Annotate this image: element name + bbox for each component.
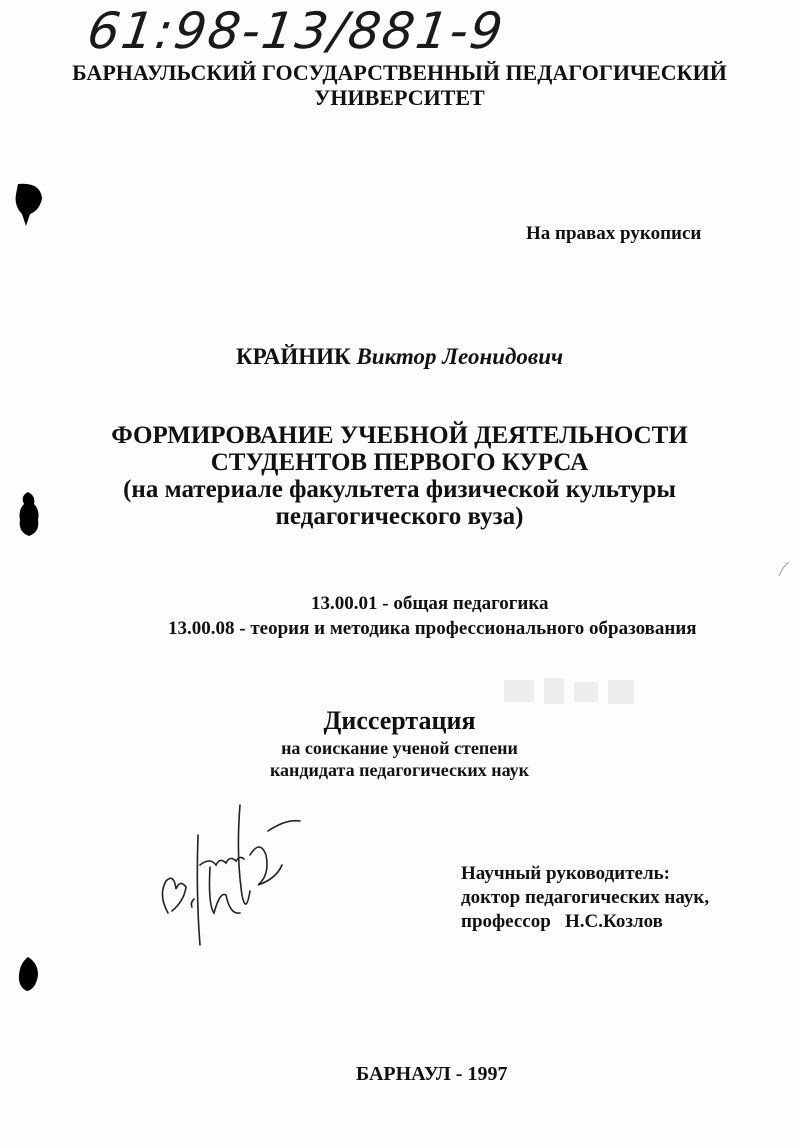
document-type: Диссертация — [323, 706, 476, 735]
degree-line-2: кандидата педагогических наук — [269, 760, 530, 780]
author-signature — [150, 795, 310, 955]
university-header — [0, 60, 799, 110]
degree-line-1: на соискание ученой степени — [281, 738, 518, 758]
advisor-name: профессор Н.С.Козлов — [461, 911, 663, 932]
author — [0, 344, 799, 370]
handwritten-archive-number: 61:98-13/881-9 — [83, 2, 508, 60]
specialty-1: 13.00.01 - общая педагогика — [311, 593, 549, 614]
specialty-2: 13.00.08 - теория и методика профессионального образования — [168, 618, 697, 639]
degree-statement — [0, 737, 799, 781]
advisor-label: Научный руководитель: — [461, 863, 670, 884]
dissertation-title — [0, 422, 799, 530]
margin-mark — [775, 560, 793, 580]
title-line-4: педагогического вуза) — [275, 503, 524, 530]
author-given-names: Виктор Леонидович — [356, 344, 564, 369]
title-line-3: (на материале факультета физической культуры — [123, 476, 676, 503]
punch-hole-mark-top — [10, 180, 50, 230]
title-line-2: СТУДЕНТОВ ПЕРВОГО КУРСА — [210, 449, 589, 476]
city-year: БАРНАУЛ - 1997 — [356, 1063, 508, 1085]
university-line-1: БАРНАУЛЬСКИЙ ГОСУДАРСТВЕННЫЙ ПЕДАГОГИЧЕСКИЙ — [72, 60, 727, 85]
title-line-1: ФОРМИРОВАНИЕ УЧЕБНОЙ ДЕЯТЕЛЬНОСТИ — [111, 422, 688, 449]
manuscript-rights-note: На правах рукописи — [526, 223, 702, 244]
university-line-2: УНИВЕРСИТЕТ — [314, 85, 485, 110]
punch-hole-mark-bottom — [14, 955, 44, 995]
author-surname: КРАЙНИК — [235, 344, 351, 369]
advisor-degree: доктор педагогических наук, — [461, 887, 710, 908]
scientific-advisor — [461, 862, 709, 934]
